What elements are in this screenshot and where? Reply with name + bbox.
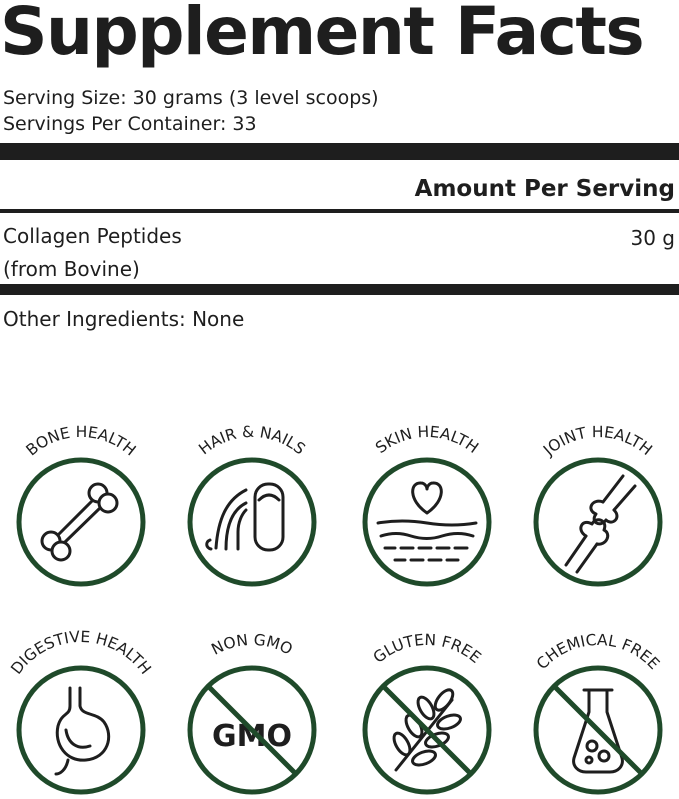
badge-chemical-free <box>533 631 663 792</box>
badge-label: JOINT HEALTH <box>540 423 656 460</box>
badge-bone-health <box>19 423 143 584</box>
badge-label: CHEMICAL FREE <box>533 630 664 674</box>
ingredient-divider <box>0 284 679 295</box>
benefit-badges <box>0 420 679 799</box>
strike-line <box>554 686 642 774</box>
badge-joint-health <box>536 423 660 584</box>
badge-label: DIGESTIVE HEALTH <box>7 627 155 678</box>
badge-label: GLUTEN FREE <box>369 630 485 667</box>
badge-gluten-free <box>365 631 489 792</box>
badge-ring <box>536 460 660 584</box>
supplement-facts-title: Supplement Facts <box>0 0 644 70</box>
badge-label: HAIR & NAILS <box>195 422 309 459</box>
badge-non-gmo <box>190 631 314 792</box>
hair-nails-icon <box>207 484 283 550</box>
badge-skin-health <box>365 423 489 584</box>
gmo-text: GMO <box>212 719 292 754</box>
amount-per-serving-header: Amount Per Serving <box>414 176 675 202</box>
skin-heart-icon <box>378 483 476 560</box>
bone-icon <box>42 484 117 560</box>
ingredient-name: Collagen Peptides <box>3 224 182 248</box>
badge-ring <box>190 460 314 584</box>
joint-icon <box>566 476 635 572</box>
badge-label: BONE HEALTH <box>22 422 140 460</box>
header-divider <box>0 209 679 213</box>
ingredient-amount: 30 g <box>630 226 675 250</box>
badge-label: SKIN HEALTH <box>372 422 482 458</box>
ingredient-source: (from Bovine) <box>3 257 140 281</box>
stomach-icon <box>56 688 109 774</box>
badge-ring <box>19 460 143 584</box>
badge-hair-nails <box>190 423 314 584</box>
thick-divider <box>0 143 679 160</box>
badge-digestive-health <box>7 628 154 792</box>
servings-per-container: Servings Per Container: 33 <box>3 113 257 135</box>
badge-ring <box>19 668 143 792</box>
badge-label: NON GMO <box>208 630 296 659</box>
other-ingredients: Other Ingredients: None <box>3 307 245 331</box>
serving-size: Serving Size: 30 grams (3 level scoops) <box>3 87 379 109</box>
